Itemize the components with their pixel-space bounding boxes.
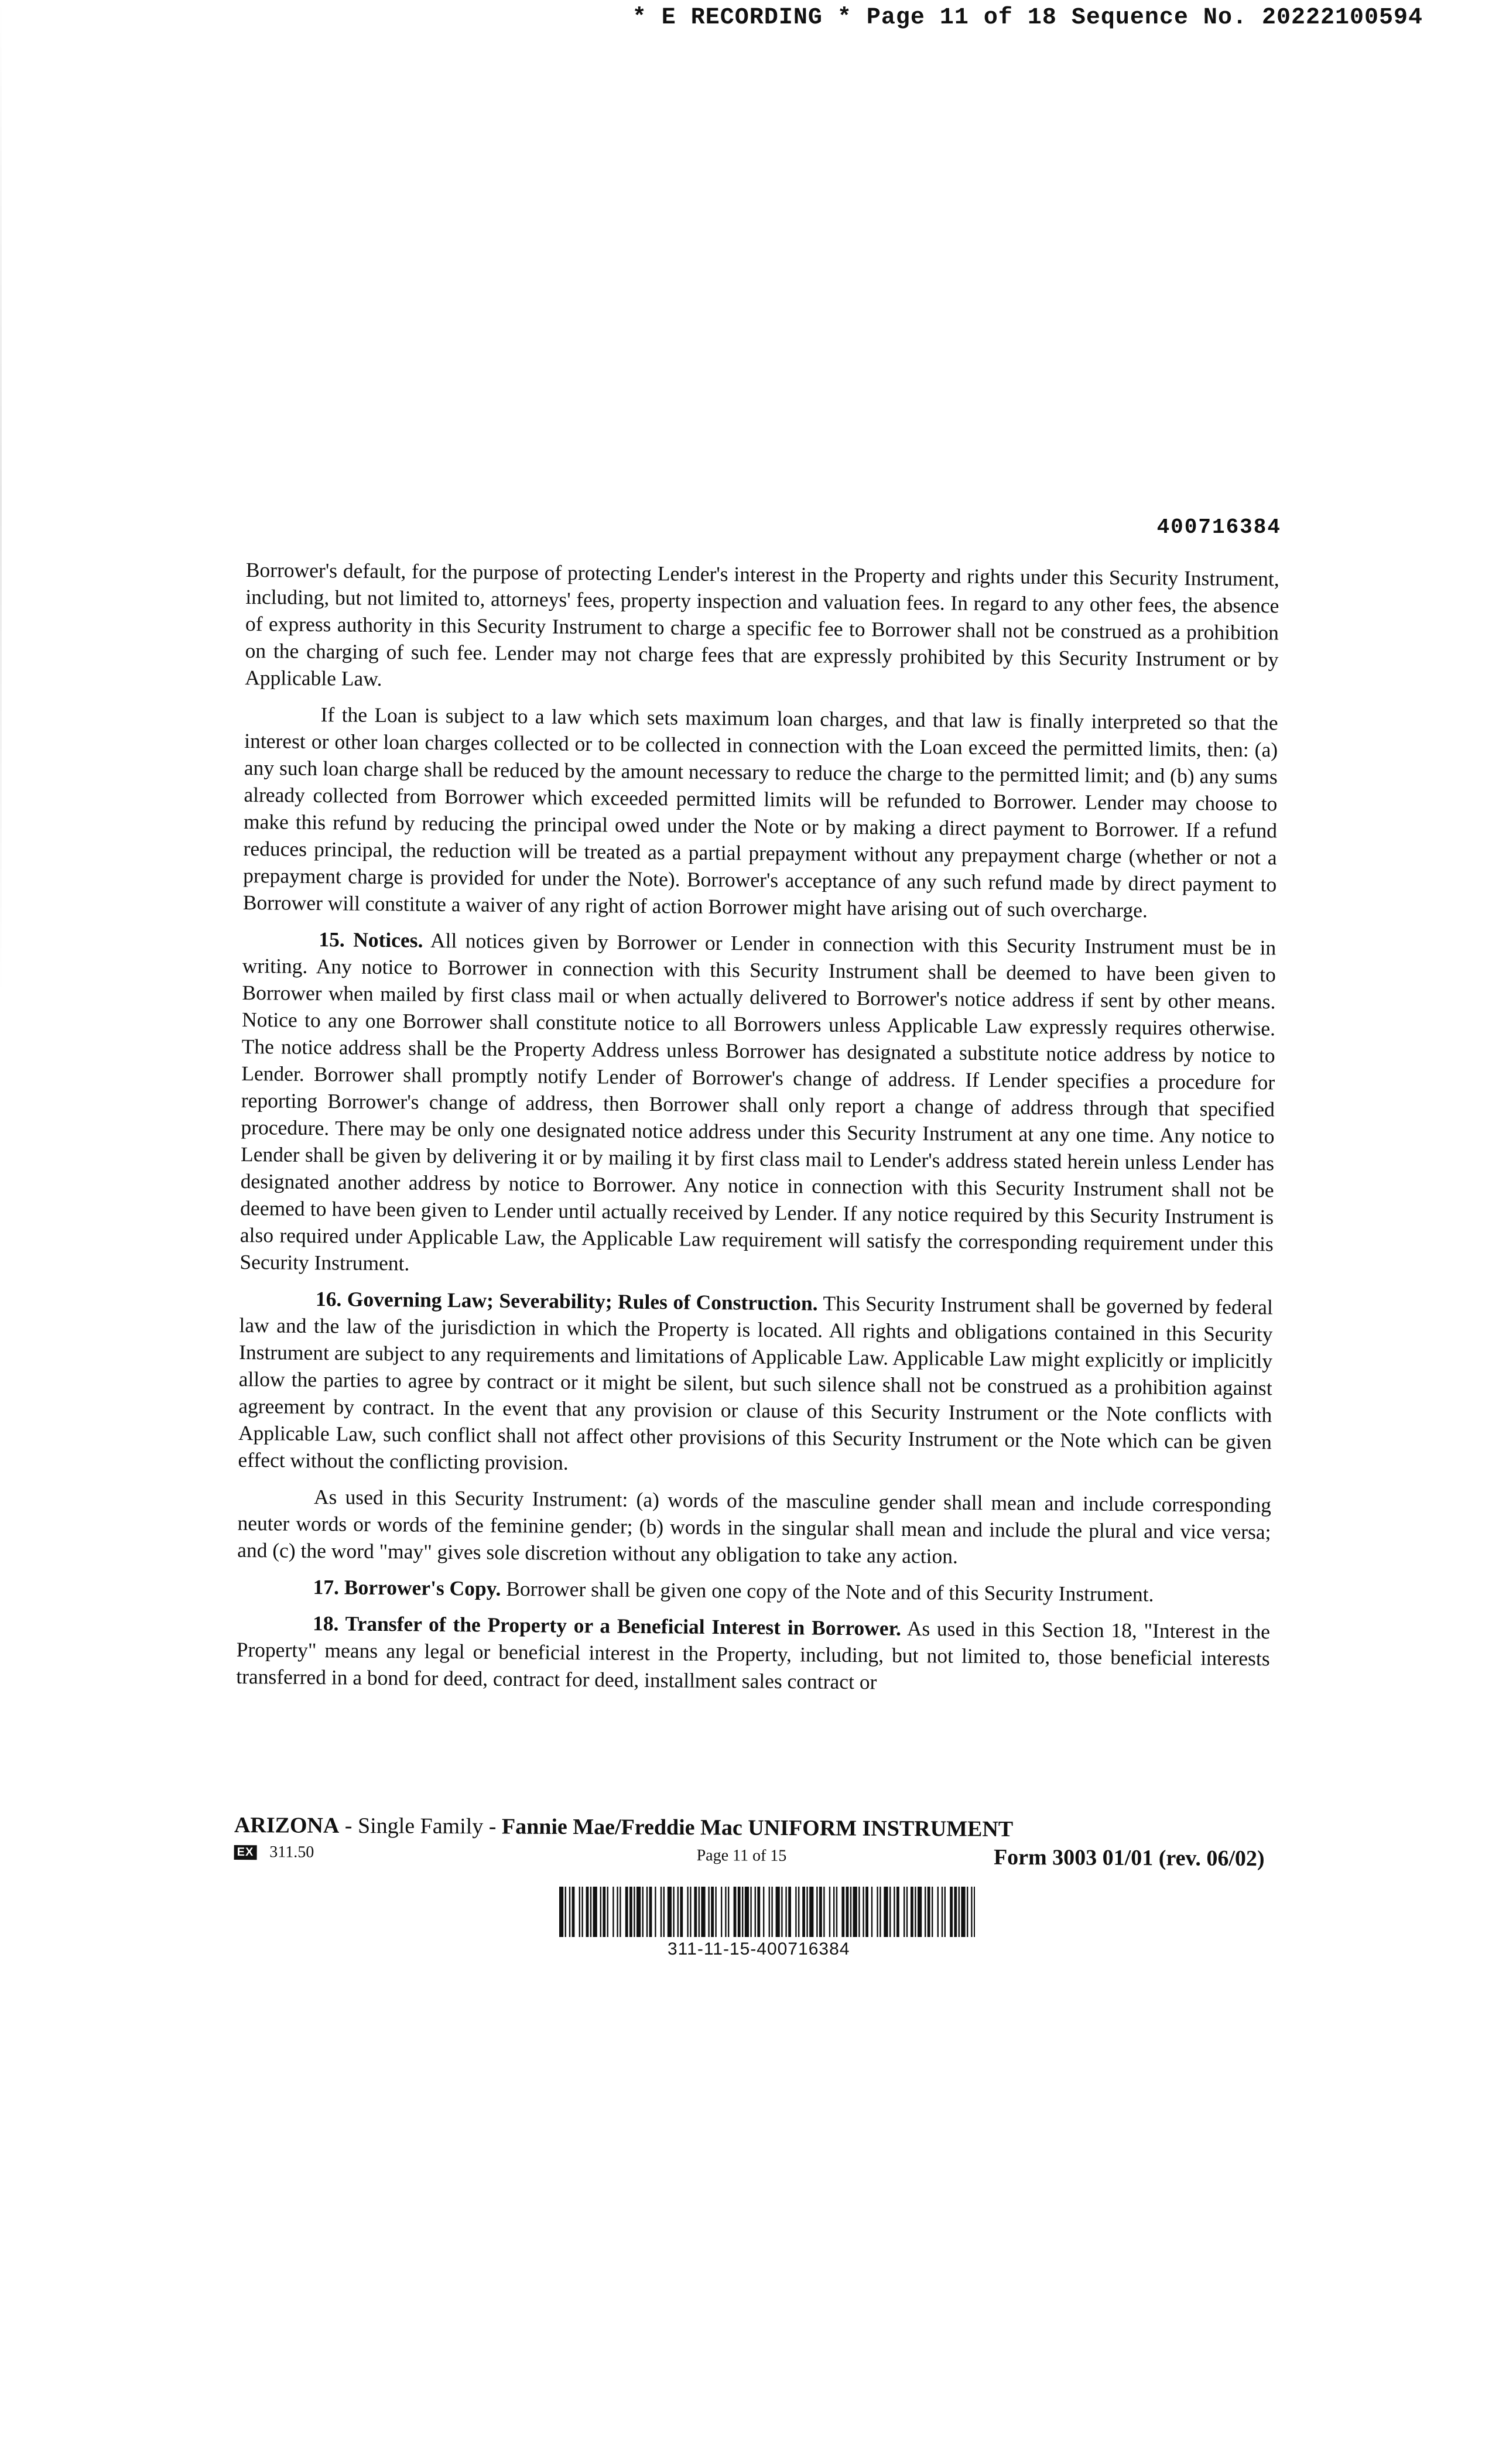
ex-logo-icon: EX [234, 1844, 257, 1859]
footer-state: ARIZONA [234, 1813, 340, 1838]
paragraph-text: Borrower shall be given one copy of the Note and of this Security Instrument. [506, 1576, 1154, 1606]
footer-form-line [234, 1840, 1264, 1875]
section-title: 17. Borrower's Copy. [313, 1575, 501, 1600]
paragraph-fees [245, 556, 1279, 700]
section-17-borrowers-copy [237, 1573, 1270, 1609]
paragraph-construction [237, 1483, 1271, 1572]
section-16-governing-law [238, 1285, 1273, 1482]
barcode-icon [559, 1887, 975, 1937]
barcode-text: 311-11-15-400716384 [668, 1939, 850, 1959]
recording-header: * E RECORDING * Page 11 of 18 Sequence No. 20222100594 [632, 5, 1423, 31]
document-body [236, 556, 1279, 1699]
footer-code: 311.50 [269, 1843, 314, 1861]
form-footer [234, 1812, 1264, 1875]
section-title: 18. Transfer of the Property or a Beneficial Interest in Borrower. [312, 1611, 902, 1640]
scan-edge [0, 0, 2, 995]
paragraph-text: If the Loan is subject to a law which sets maximum loan charges, and that law is finally interpreted so that the interest or other loan charges collected or to be collected in connection with the Loan exceed the permitted limits, then: (a) any such loan charge shall be reduced by the amount necessary to reduce the charge to the permitted limit; and (b) any sums already collected from Borrower which exceeded permitted limits will be refunded to Borrower. Lender may choose to make this refund by reducing the principal owed under the Note or by making a direct payment to Borrower. If a refund reduces principal, the reduction will be treated as a partial prepayment without any prepayment charge (whether or not a prepayment charge is provided for under the Note). Borrower's acceptance of any such refund made by direct payment to Borrower will constitute a waiver of any right of action Borrower might have arising out of such overcharge. [242, 703, 1278, 922]
footer-instrument-line [234, 1812, 1265, 1843]
section-15-notices [239, 925, 1276, 1284]
paragraph-text: All notices given by Borrower or Lender in connection with this Security Instrument must be in writing. Any notice to Borrower in connection with this Security Instrument shall be deemed to have been given to Borrower when mailed by first class mail or when actually delivered to Borrower's notice address if sent by other means. Notice to any one Borrower shall constitute notice to all Borrowers unless Applicable Law expressly requires otherwise. The notice address shall be the Property Address unless Borrower has designated a substitute notice address by notice to Lender. Borrower shall promptly notify Lender of Borrower's change of address. If Lender specifies a procedure for reporting Borrower's change of address, then Borrower shall only report a change of address through that specified procedure. There may be only one designated notice address under this Security Instrument at any one time. Any notice to Lender shall be given by delivering it or by mailing it by first class mail to Lender's address stated herein unless Lender has designated another address by notice to Borrower. Any notice in connection with this Security Instrument shall not be deemed to have been given to Lender until actually received by Lender. If any notice required by this Security Instrument is also required under Applicable Law, the Applicable Law requirement will satisfy the corresponding requirement under this Security Instrument. [239, 928, 1276, 1275]
paragraph-text: Borrower's default, for the purpose of protecting Lender's interest in the Property and rights under this Security Instrument, including, but not limited to, attorneys' fees, property inspection and valuation fees. In regard to any other fees, the absence of express authority in this Security Instrument to charge a specific fee to Borrower shall not be construed as a prohibition on the charging of such fee. Lender may not charge fees that are expressly prohibited by this Security Instrument or by Applicable Law. [245, 557, 1279, 691]
section-title: 16. Governing Law; Severability; Rules of Construction. [315, 1287, 818, 1315]
loan-number: 400716384 [1156, 515, 1281, 539]
footer-code-group [234, 1843, 314, 1862]
footer-instrument: Fannie Mae/Freddie Mac UNIFORM INSTRUMENT [501, 1814, 1014, 1842]
paragraph-text: As used in this Security Instrument: (a) words of the masculine gender shall mean and include corresponding neuter words or words of the feminine gender; (b) words in the singular shall mean and include the plural and vice versa; and (c) the word "may" gives sole discretion without any obligation to take any action. [237, 1485, 1272, 1568]
footer-page: Page 11 of 15 [696, 1846, 787, 1865]
section-title: 15. Notices. [319, 928, 423, 952]
footer-form-number: Form 3003 01/01 (rev. 06/02) [993, 1844, 1265, 1871]
paragraph-loan-charges [243, 700, 1278, 925]
paragraph-text: As used in this Section 18, "Interest in the Property" means any legal or beneficial interest in the Property, including, but not limited to, those beneficial interests transferred in a bond for deed, contract for deed, installment sales contract or [236, 1616, 1271, 1694]
section-18-transfer [236, 1609, 1270, 1699]
footer-type: - Single Family - [339, 1813, 502, 1839]
paragraph-text: This Security Instrument shall be governed by federal law and the law of the jurisdiction in which the Property is located. All rights and obligations contained in this Security Instrument are subject to any requirements and limitations of Applicable Law. Applicable Law might explicitly or implicitly allow the parties to agree by contract or it might be silent, but such silence shall not be construed as a prohibition against agreement by contract. In the event that any provision or clause of this Security Instrument or the Note conflicts with Applicable Law, such conflict shall not affect other provisions of this Security Instrument or the Note which can be given effect without the conflicting provision. [238, 1291, 1274, 1474]
